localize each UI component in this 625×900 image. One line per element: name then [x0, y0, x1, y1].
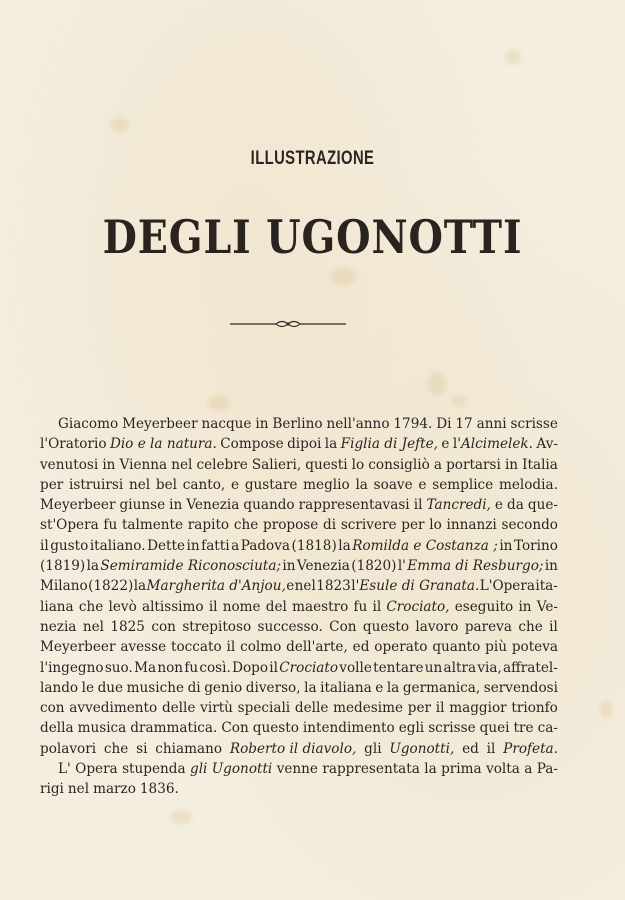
word: Av-: [536, 436, 558, 453]
word: Ve-: [536, 598, 558, 615]
word: che: [233, 517, 259, 534]
word: volta: [486, 761, 520, 778]
word: Compose: [220, 436, 284, 453]
word: a: [231, 537, 240, 554]
word: gli Ugonotti: [190, 761, 273, 778]
word: soave: [373, 476, 413, 493]
word: rapito: [187, 517, 230, 534]
word: drammatica.: [130, 720, 218, 737]
word: 1836.: [139, 781, 179, 798]
text-line: [40, 414, 558, 434]
word: quei: [479, 720, 510, 737]
word: in: [169, 497, 183, 514]
word: Di: [436, 416, 452, 432]
word: Margherita d'Anjou,: [146, 578, 286, 595]
word: il: [226, 639, 236, 656]
word: fu: [103, 517, 118, 534]
word: Con: [221, 720, 249, 737]
word: il: [486, 740, 496, 757]
word: scrisse: [510, 416, 558, 432]
word: via,: [477, 659, 502, 676]
word: Venezia: [186, 497, 240, 514]
word: Dette: [147, 537, 186, 554]
word: ed: [352, 639, 370, 656]
word: virtù: [200, 700, 233, 717]
word: Meyerbeer: [40, 639, 116, 656]
ornament-divider-icon: [230, 318, 346, 330]
word: tentare: [373, 659, 424, 676]
text-line: [40, 597, 558, 617]
word: lavoro: [415, 618, 459, 635]
word: con: [151, 618, 176, 635]
word: L': [58, 761, 71, 778]
word: nel: [171, 456, 193, 473]
word: il: [372, 598, 382, 615]
word: Ma: [134, 659, 157, 676]
word: trionfo: [511, 700, 558, 717]
word: servendosi: [483, 679, 558, 696]
word: ita-: [535, 578, 558, 595]
word: nell'anno: [326, 416, 390, 432]
word: intendimento: [302, 720, 395, 737]
foxing-stain: [600, 700, 612, 718]
word: lando: [40, 679, 79, 696]
word: gli: [364, 740, 382, 757]
word: il: [40, 537, 49, 554]
word: la: [324, 436, 338, 453]
word: tre: [513, 720, 534, 737]
word: propose: [263, 517, 319, 534]
word: diverso,: [245, 679, 301, 696]
word: l'Oratorio: [40, 436, 107, 453]
word: a: [433, 456, 442, 473]
word: Emma di Resburgo;: [407, 558, 544, 575]
word: italiano.: [89, 537, 146, 554]
word: e: [375, 679, 384, 696]
word: nel: [67, 781, 90, 798]
word: Italia: [522, 456, 558, 473]
word: Figlia di Jefte,: [340, 436, 438, 453]
word: Meyerbeer: [122, 416, 198, 432]
word: giunse: [119, 497, 166, 514]
word: 1823: [316, 578, 351, 595]
word: per: [407, 700, 432, 717]
page-title: DEGLI UGONOTTI: [102, 210, 523, 264]
word: 1825: [110, 618, 145, 635]
text-line: [40, 495, 558, 515]
text-line: [40, 658, 558, 678]
word: Con: [329, 618, 357, 635]
word: la: [355, 476, 368, 493]
word: il: [413, 497, 423, 514]
word: altissimo: [141, 598, 204, 615]
word: egli: [398, 720, 425, 737]
foxing-stain: [208, 395, 230, 411]
word: Dopo: [232, 659, 269, 676]
word: avvedimento: [69, 700, 158, 717]
word: quanto: [432, 639, 481, 656]
word: e: [286, 578, 295, 595]
word: delle: [294, 700, 329, 717]
word: più: [485, 639, 507, 656]
word: e: [441, 436, 450, 453]
text-line: [40, 779, 558, 799]
word: di: [187, 679, 201, 696]
word: rappresentata: [322, 761, 420, 778]
word: nel: [294, 578, 316, 595]
word: la: [133, 578, 147, 595]
word: Giacomo: [58, 416, 119, 432]
foxing-stain: [110, 118, 130, 132]
word: fatti: [201, 537, 230, 554]
word: e: [494, 497, 503, 514]
foxing-stain: [428, 372, 446, 396]
word: la: [424, 761, 437, 778]
word: istruirsi: [69, 476, 124, 493]
word: celebre: [196, 456, 248, 473]
text-line: [40, 637, 558, 657]
text-line: [40, 678, 558, 698]
word: pareva: [464, 618, 512, 635]
word: consigliò: [368, 456, 430, 473]
word: Torino: [513, 537, 558, 554]
word: da: [507, 497, 524, 514]
word: in: [102, 456, 116, 473]
word: l'Alcimelek.: [452, 436, 533, 453]
word: l': [397, 558, 406, 575]
text-line: [40, 718, 558, 738]
word: che: [103, 740, 129, 757]
word: maestro: [292, 598, 349, 615]
word: nel: [82, 618, 104, 635]
word: ed: [462, 740, 479, 757]
word: che: [78, 598, 104, 615]
text-line: [40, 515, 558, 535]
word: fu: [184, 659, 199, 676]
word: st'Opera: [40, 517, 99, 534]
word: Roberto il diavolo,: [229, 740, 357, 757]
word: suo.: [104, 659, 133, 676]
word: poteva: [511, 639, 558, 656]
word: in: [255, 416, 269, 432]
word: avesse: [120, 639, 167, 656]
word: per: [40, 476, 64, 493]
foxing-stain: [505, 50, 521, 64]
word: in: [186, 537, 200, 554]
word: chiamano: [155, 740, 223, 757]
word: operato: [374, 639, 428, 656]
word: l'ingegno: [40, 659, 104, 676]
text-line: [40, 698, 558, 718]
word: maggior: [449, 700, 507, 717]
word: che: [518, 618, 543, 635]
word: venutosi: [40, 456, 99, 473]
word: germanica,: [402, 679, 481, 696]
word: Meyerbeer: [40, 497, 116, 514]
word: le: [81, 679, 95, 696]
word: colmo: [240, 639, 282, 656]
heading-kicker: ILLUSTRAZIONE: [250, 148, 375, 169]
word: la: [304, 679, 317, 696]
word: successo.: [257, 618, 323, 635]
word: stupenda: [122, 761, 186, 778]
word: polavori: [40, 740, 97, 757]
word: il: [435, 700, 445, 717]
word: la: [86, 558, 100, 575]
word: volle: [339, 659, 372, 676]
word: lo: [351, 456, 365, 473]
word: liana: [40, 598, 74, 615]
word: Crociato,: [386, 598, 450, 615]
word: lo: [429, 517, 442, 534]
word: delle: [161, 700, 196, 717]
word: così.: [199, 659, 231, 676]
word: Semiramide Riconosciuta;: [100, 558, 282, 575]
word: eseguito: [454, 598, 514, 615]
word: in: [504, 456, 519, 473]
word: Opera: [75, 761, 118, 778]
word: Venezia: [296, 558, 350, 575]
word: semplice: [432, 476, 494, 493]
word: Berlino: [272, 416, 323, 432]
text-line: [40, 536, 558, 556]
word: in: [544, 558, 558, 575]
foxing-stain: [330, 268, 356, 286]
text-line: [40, 455, 558, 475]
word: in: [499, 537, 513, 554]
word: rappresentavasi: [298, 497, 410, 514]
text-line: [40, 576, 558, 596]
word: Tancredi,: [426, 497, 491, 514]
word: portarsi: [446, 456, 501, 473]
word: musica: [77, 720, 127, 737]
word: in: [518, 598, 532, 615]
text-line: [40, 739, 558, 759]
word: levò: [108, 598, 137, 615]
text-line: [40, 759, 558, 779]
word: il: [208, 598, 218, 615]
word: nel: [129, 476, 151, 493]
word: Profeta.: [503, 740, 558, 757]
word: venne: [276, 761, 318, 778]
word: L'Opera: [479, 578, 535, 595]
word: un: [424, 659, 443, 676]
word: Dio e la natura.: [109, 436, 217, 453]
foxing-stain: [170, 810, 192, 824]
foxing-stain: [452, 395, 466, 407]
word: fu: [353, 598, 368, 615]
word: gusto: [50, 537, 89, 554]
word: Ugonotti,: [389, 740, 455, 757]
word: genio: [204, 679, 243, 696]
word: prima: [441, 761, 482, 778]
word: dell'arte,: [286, 639, 348, 656]
word: talmente: [121, 517, 184, 534]
word: rigi: [40, 781, 64, 798]
word: in: [282, 558, 296, 575]
word: questo: [362, 618, 410, 635]
word: quando: [243, 497, 295, 514]
word: del: [265, 598, 287, 615]
word: ca-: [537, 720, 558, 737]
word: nome: [222, 598, 261, 615]
word: bel: [155, 476, 178, 493]
word: que-: [527, 497, 558, 514]
word: (1819): [40, 558, 86, 575]
word: questi: [305, 456, 348, 473]
word: meglio: [303, 476, 350, 493]
word: innanzi: [446, 517, 497, 534]
word: la: [338, 537, 351, 554]
word: Padova: [240, 537, 291, 554]
word: Milano: [40, 578, 88, 595]
text-line: [40, 556, 558, 576]
word: Vienna: [119, 456, 168, 473]
word: 1794.: [393, 416, 433, 432]
word: (1818): [291, 537, 337, 554]
word: gustare: [244, 476, 298, 493]
word: scrivere: [340, 517, 397, 534]
word: musiche: [126, 679, 185, 696]
word: strepitoso: [182, 618, 252, 635]
word: e: [231, 476, 240, 493]
word: della: [40, 720, 74, 737]
text-line: [40, 475, 558, 495]
word: il: [549, 618, 558, 635]
word: altra: [443, 659, 477, 676]
word: secondo: [501, 517, 558, 534]
word: anni: [476, 416, 507, 432]
word: dipoi: [287, 436, 322, 453]
text-line: [40, 434, 558, 454]
word: due: [97, 679, 124, 696]
word: canto,: [182, 476, 226, 493]
word: (1820): [351, 558, 397, 575]
word: Salieri,: [251, 456, 302, 473]
word: l'Esule di Granata.: [351, 578, 480, 595]
word: per: [401, 517, 425, 534]
word: questo: [252, 720, 299, 737]
body-paragraphs: [40, 414, 558, 800]
word: toccato: [171, 639, 222, 656]
word: Crociato: [279, 659, 339, 676]
word: scrisse: [428, 720, 476, 737]
word: il: [269, 659, 278, 676]
word: nacque: [201, 416, 252, 432]
word: si: [136, 740, 148, 757]
word: Pa-: [536, 761, 558, 778]
word: e: [418, 476, 427, 493]
word: con: [40, 700, 65, 717]
word: affratel-: [503, 659, 558, 676]
word: la: [386, 679, 400, 696]
word: 17: [455, 416, 473, 432]
word: a: [524, 761, 533, 778]
word: (1822): [88, 578, 134, 595]
word: medesime: [333, 700, 404, 717]
word: speciali: [237, 700, 291, 717]
word: melodia.: [498, 476, 558, 493]
word: non: [157, 659, 184, 676]
word: nezia: [40, 618, 77, 635]
word: marzo: [93, 781, 136, 798]
text-line: [40, 617, 558, 637]
word: italiana: [320, 679, 372, 696]
word: di: [323, 517, 337, 534]
word: Romilda e Costanza ;: [352, 537, 498, 554]
